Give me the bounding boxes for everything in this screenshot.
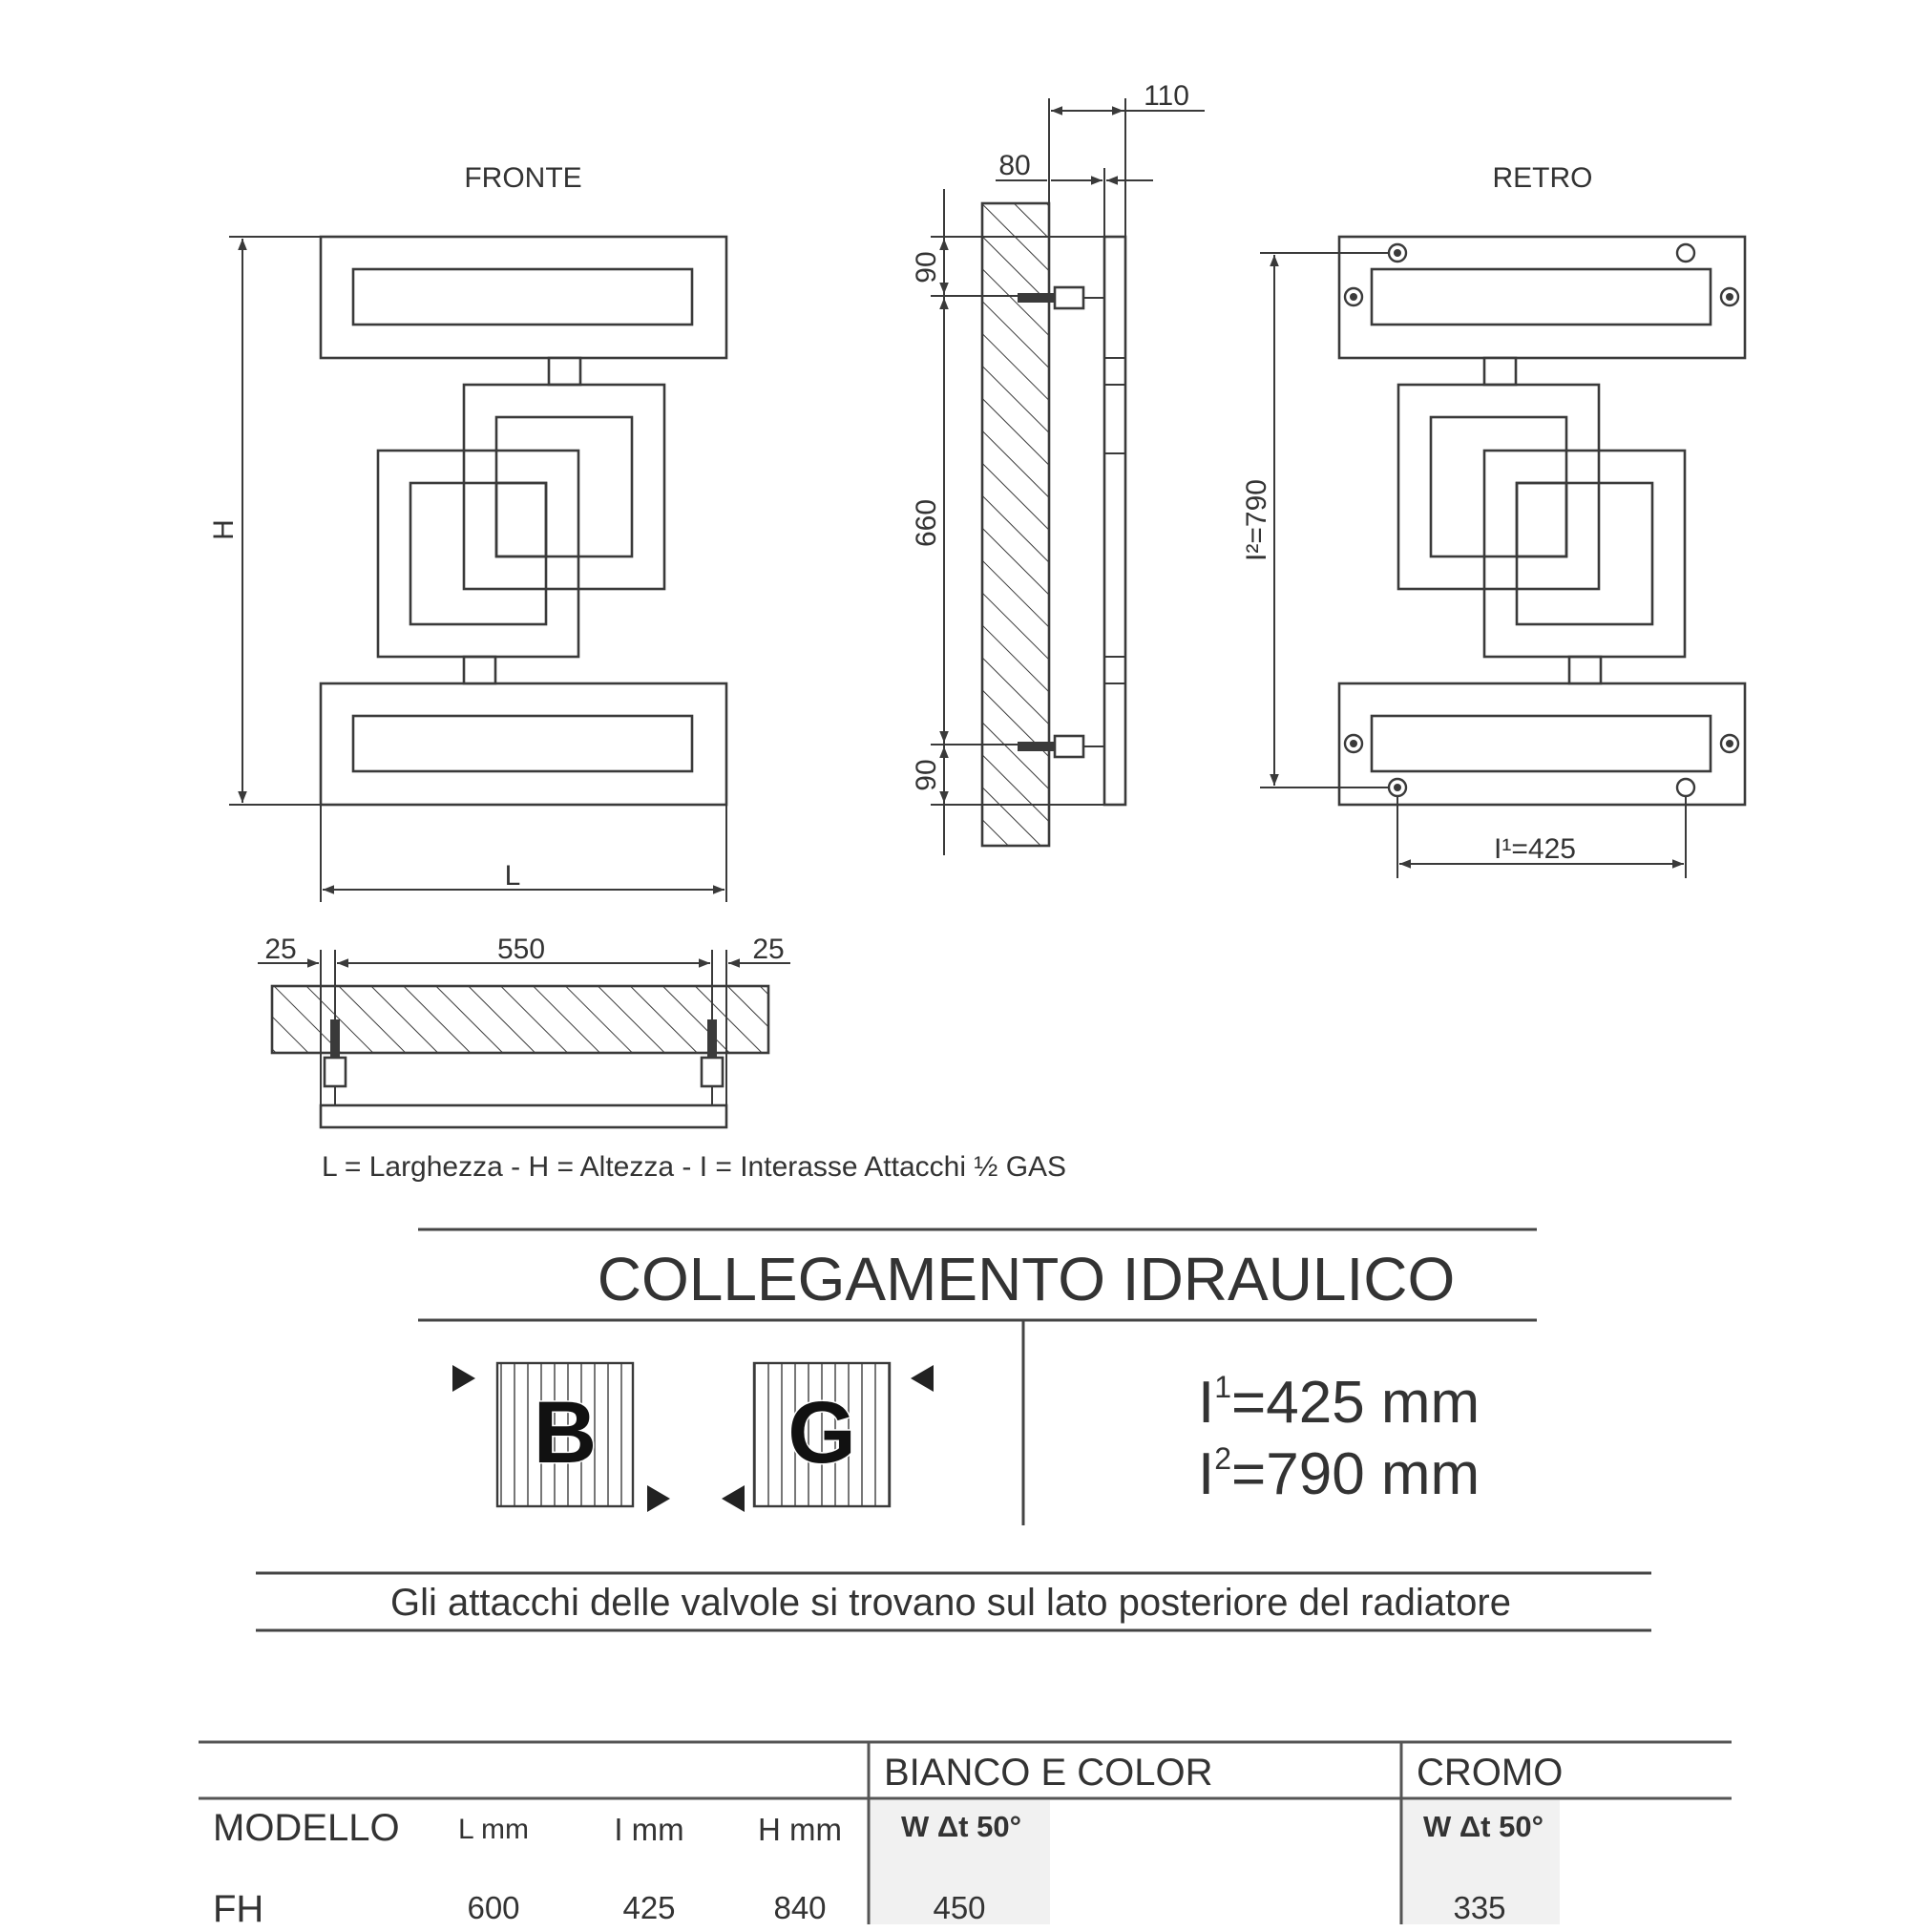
table-cell-w-chrome: 335 (1453, 1890, 1506, 1925)
top-left-offset-label: 25 (264, 934, 297, 965)
side-top-offset-label: 90 (911, 251, 942, 284)
table-cell-l: 600 (467, 1890, 520, 1925)
table-header-w-white: W Δt 50° (901, 1810, 1021, 1843)
side-depth-wall-label: 80 (998, 150, 1031, 181)
front-view (208, 162, 726, 902)
connection-type-g-letter: G (788, 1384, 856, 1481)
side-view (911, 80, 1205, 855)
front-view-label: FRONTE (464, 162, 582, 194)
connection-section (418, 1229, 1537, 1525)
table-group-chrome: CROMO (1417, 1752, 1564, 1794)
interaxis-i2-value: $I^2=790$ mm (1198, 1441, 1480, 1507)
table-header-w-chrome: W Δt 50° (1423, 1810, 1544, 1843)
top-right-offset-label: 25 (752, 934, 785, 965)
back-horizontal-label: I¹=425 (1494, 833, 1576, 865)
interaxis-i1-value: $I^1=425$ mm (1198, 1370, 1480, 1436)
connection-type-b-icon (452, 1363, 670, 1512)
fixing-points (1345, 244, 1738, 796)
table-header-i: I mm (614, 1812, 684, 1847)
back-view (1241, 162, 1745, 878)
top-center-label: 550 (496, 934, 546, 965)
table-header-l: L mm (458, 1814, 529, 1845)
table-cell-h: 840 (773, 1890, 827, 1925)
back-view-label: RETRO (1492, 162, 1593, 194)
top-view (258, 934, 790, 1127)
connection-title: COLLEGAMENTO IDRAULICO (597, 1245, 1456, 1313)
height-symbol: H (208, 519, 240, 540)
back-vertical-label: I²=790 (1241, 479, 1272, 561)
table-group-white: BIANCO E COLOR (884, 1752, 1213, 1794)
table-row (213, 1888, 1506, 1930)
table-cell-model: FH (213, 1888, 264, 1930)
dimension-legend: L = Larghezza - H = Altezza - I = Interasse Attacchi ½ GAS (321, 1151, 1067, 1183)
width-symbol: L (504, 860, 521, 892)
table-header-model: MODELLO (213, 1807, 400, 1849)
connection-type-b-letter: B (533, 1384, 598, 1481)
specs-table (199, 1742, 1732, 1930)
valve-note: Gli attacchi delle valvole si trovano sul lato posteriore del radiatore (390, 1582, 1511, 1624)
side-depth-total-label: 110 (1144, 80, 1189, 112)
side-interaxis-label: 660 (911, 498, 942, 548)
valve-note-box (256, 1573, 1651, 1630)
table-cell-w-white: 450 (933, 1890, 986, 1925)
table-header-h: H mm (758, 1812, 842, 1847)
table-cell-i: 425 (622, 1890, 676, 1925)
connection-type-g-icon (722, 1363, 934, 1512)
side-bottom-offset-label: 90 (911, 759, 942, 791)
